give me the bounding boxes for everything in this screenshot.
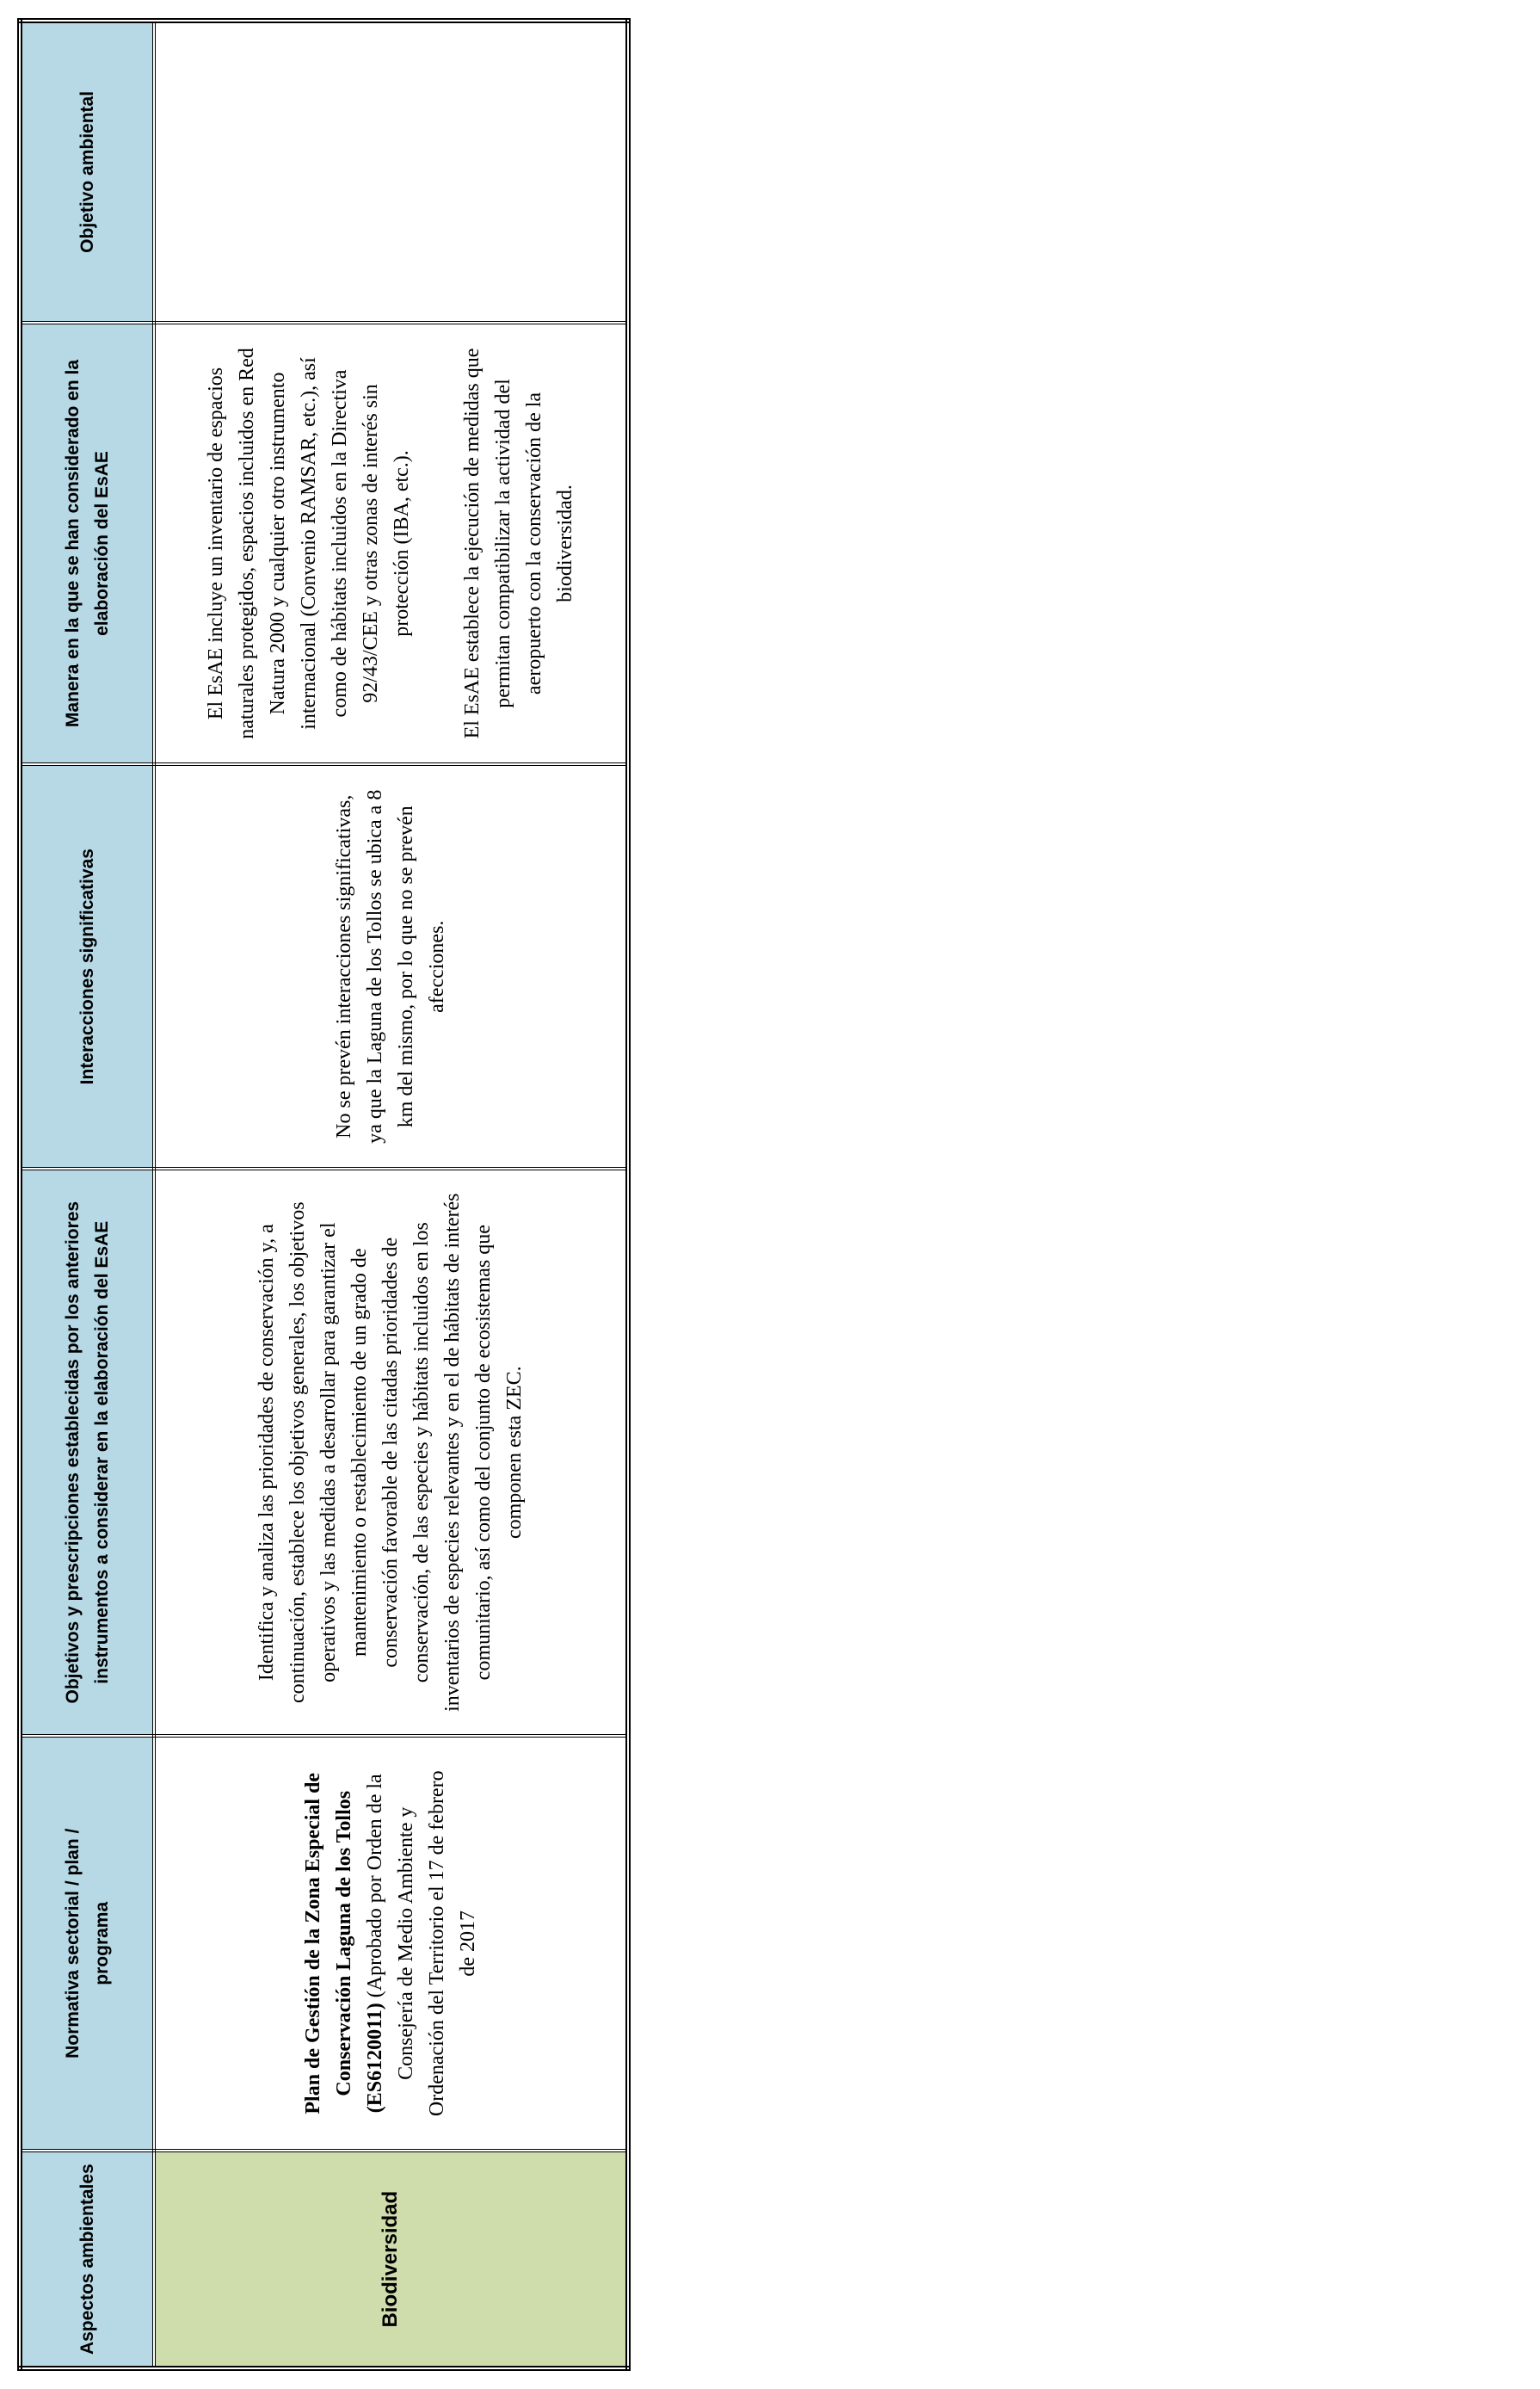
manera-paragraph-1: El EsAE incluye un inventario de espacios naturales protegidos, espacios incluidos en Red Natura 2000 y cualquier otro instrumento internacional (Convenio RAMSAR, etc.), así como de hábitats incluidos en la Directiva 92/43/CEE y otras zonas de interés sin protección (IBA, etc.). — [205, 348, 413, 739]
cell-objetivo-ambiental-empty — [154, 21, 628, 323]
header-normativa-label: Normativa sectorial / plan / programa — [62, 1828, 112, 2059]
header-objetivo-ambiental: Objetivo ambiental — [20, 21, 154, 323]
rotated-table-container — [17, 18, 605, 2371]
cell-aspecto-biodiversidad: Biodiversidad — [154, 2151, 628, 2368]
environmental-aspects-table — [17, 18, 631, 2371]
header-normativa-sectorial — [20, 1736, 154, 2151]
header-row — [20, 21, 154, 2368]
manera-paragraph-2: El EsAE establece la ejecución de medidas que permitan compatibilizar la actividad del aeropuerto con la conservación de la biodiversidad. — [461, 348, 576, 739]
cell-manera — [154, 323, 628, 764]
normativa-text — [298, 1758, 484, 2128]
header-interacciones-significativas: Interacciones significativas — [20, 764, 154, 1169]
cell-objetivos-prescripciones: Identifica y analiza las prioridades de conservación y, a continuación, establece los objetivos generales, los objetivos operativos y las medidas a desarrollar para garantizar el mantenimiento o restablecimiento de un grado de conservación favorable de las citadas prioridades de conservación, de las especies y hábitats incluidos en los inventarios de especies relevantes y en el de hábitats de interés comunitario, así como del conjunto de ecosistemas que componen esta ZEC. — [154, 1169, 628, 1736]
cell-normativa — [154, 1736, 628, 2151]
row-biodiversidad — [154, 21, 628, 2368]
cell-interacciones: No se prevén interacciones significativas, ya que la Laguna de los Tollos se ubica a 8 km del mismo, por lo que no se prevén afecciones. — [154, 764, 628, 1169]
normativa-approval-note: (Aprobado por Orden de la Consejería de Medio Ambiente y Ordenación del Territorio el 17 de febrero de 2017 — [364, 1770, 479, 2117]
header-objetivos-prescripciones: Objetivos y prescripciones establecidas por los anteriores instrumentos a considerar en la elaboración del EsAE — [20, 1169, 154, 1736]
header-aspectos-ambientales: Aspectos ambientales — [20, 2151, 154, 2368]
normativa-plan-title: Plan de Gestión de la Zona Especial de Conservación Laguna de los Tollos (ES6120011) — [302, 1772, 386, 2114]
header-manera-considerado: Manera en la que se han considerado en la elaboración del EsAE — [20, 323, 154, 764]
